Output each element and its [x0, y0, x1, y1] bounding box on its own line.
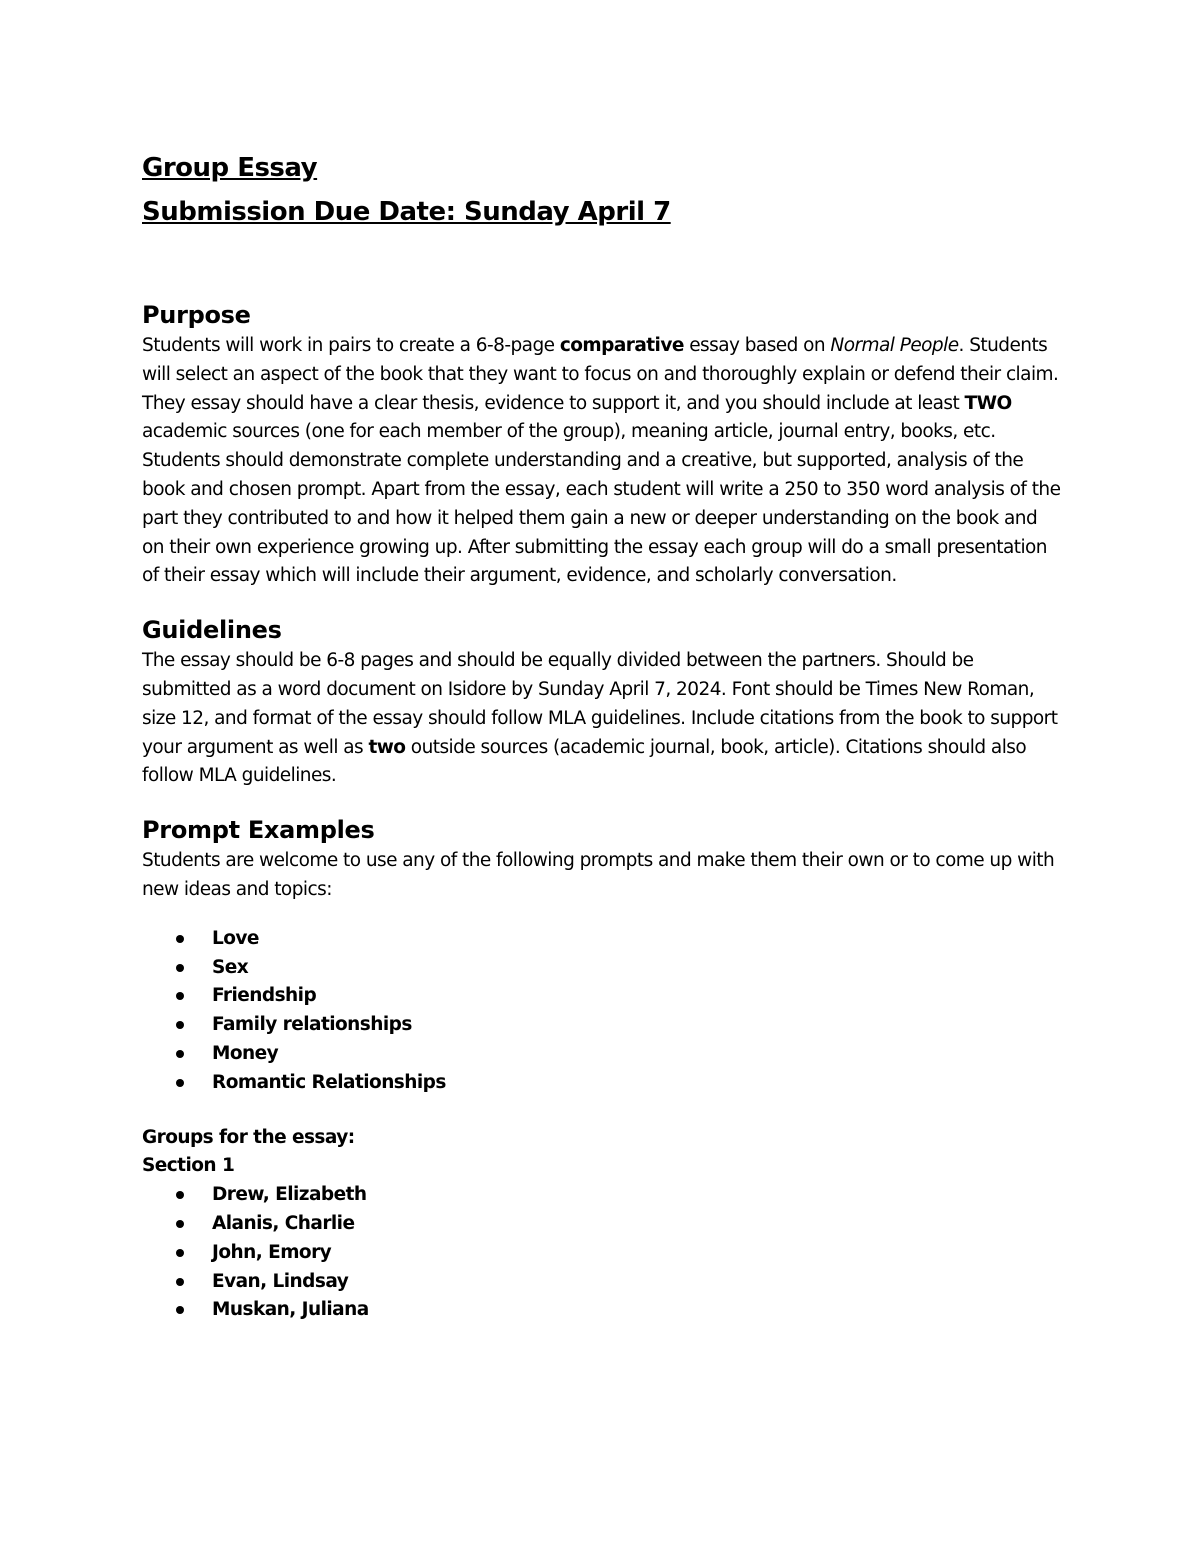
bullet-icon [176, 1079, 184, 1087]
groups-list [142, 1181, 1062, 1325]
bullet-icon [176, 1021, 184, 1029]
bullet-icon [176, 935, 184, 943]
purpose-text-2: essay based on [683, 335, 831, 356]
document-title: Group Essay [142, 153, 318, 183]
guidelines-bold-two: two [368, 736, 406, 758]
bullet-icon [176, 964, 184, 972]
purpose-text-3: . Students will select an aspect of the book that they want to focus on and thoroughly explain or defend their claim. They essay should have a clear thesis, evidence to support it, and you should include at least [142, 335, 1059, 414]
guidelines-text-1: The essay should be 6-8 pages and should be equally divided between the partners. Should be submitted as a word document on Isidore by Sunday April 7, 2024. Font should be Times New Roman, size 12, and format of the essay should follow MLA guidelines. Include citations from the book to support your argument as well as [142, 650, 1058, 758]
guidelines-paragraph [142, 647, 1062, 791]
purpose-bold-two: TWO [964, 392, 1012, 414]
list-item: Drew, Elizabeth [142, 1181, 1062, 1210]
list-item: Alanis, Charlie [142, 1210, 1062, 1239]
purpose-text-4: academic sources (one for each member of the group), meaning article, journal entry, books, etc. Students should demonstrate complete understanding and a creative, but supported, analysis of the book and chosen prompt. Apart from the essay, each student will write a 250 to 350 word analysis of the part they contributed to and how it helped them gain a new or deeper understanding on the book and on their own experience growing up. After submitting the essay each group will do a small presentation of their essay which will include their argument, evidence, and scholarly conversation. [142, 421, 1061, 587]
list-item: Love [142, 925, 1062, 954]
section-label: Section 1 [142, 1155, 235, 1177]
purpose-bold-comparative: comparative [559, 335, 684, 356]
list-item: Muskan, Juliana [142, 1296, 1062, 1325]
purpose-book-title: Normal People [830, 335, 959, 356]
bullet-icon [176, 1191, 184, 1199]
list-item: Romantic Relationships [142, 1069, 1062, 1098]
purpose-text-1: Students will work in pairs to create a 6-8-page [142, 335, 560, 356]
bullet-icon [176, 1050, 184, 1058]
bullet-icon [176, 1306, 184, 1314]
prompts-heading: Prompt Examples [142, 816, 375, 845]
list-item: Money [142, 1040, 1062, 1069]
groups-label: Groups for the essay: [142, 1126, 355, 1148]
list-item: John, Emory [142, 1239, 1062, 1268]
prompts-intro: Students are welcome to use any of the following prompts and make them their own or to come up with new ideas and topics: [142, 850, 1055, 900]
guidelines-text-2: outside sources (academic journal, book, article). Citations should also follow MLA guidelines. [142, 736, 1027, 787]
guidelines-heading: Guidelines [142, 616, 282, 645]
list-item: Family relationships [142, 1011, 1062, 1040]
list-item: Sex [142, 954, 1062, 983]
bullet-icon [176, 1249, 184, 1257]
list-item: Friendship [142, 982, 1062, 1011]
list-item: Evan, Lindsay [142, 1268, 1062, 1297]
document-content [142, 146, 1062, 1325]
due-date-title: Submission Due Date: Sunday April 7 [142, 197, 671, 227]
purpose-paragraph [142, 332, 1062, 591]
bullet-icon [176, 992, 184, 1000]
purpose-heading: Purpose [142, 301, 251, 329]
bullet-icon [176, 1278, 184, 1286]
prompt-list [142, 925, 1062, 1098]
bullet-icon [176, 1220, 184, 1228]
